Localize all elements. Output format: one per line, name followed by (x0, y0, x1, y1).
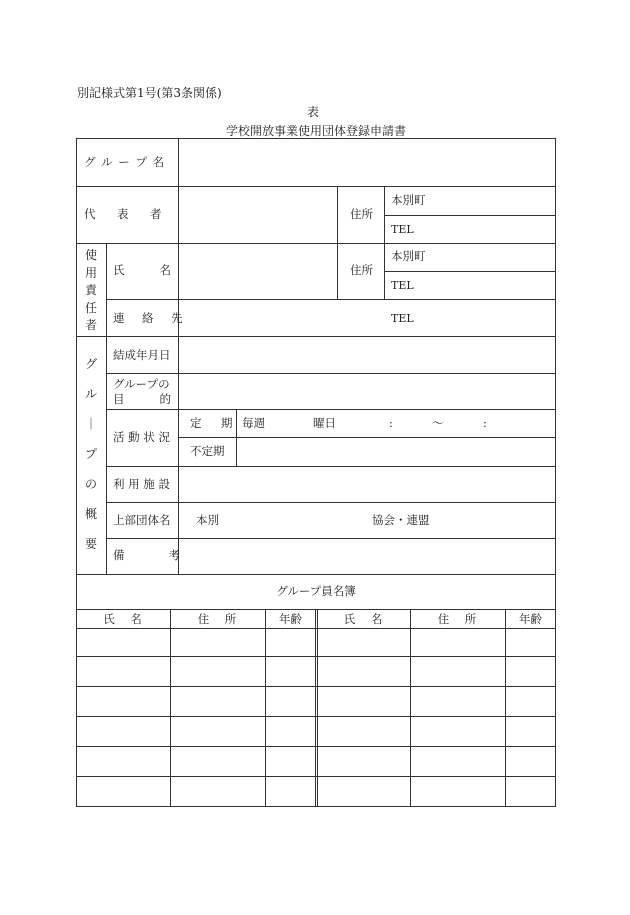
representative-label: 代 表 者 (84, 207, 167, 221)
purpose-label-line1: グループの (113, 377, 170, 391)
member-address-cell[interactable] (411, 687, 505, 716)
user-tel-field[interactable] (420, 272, 555, 299)
representative-address-prefix: 本別町 (391, 193, 426, 207)
representative-name-field[interactable] (179, 187, 337, 243)
member-age-cell[interactable] (266, 687, 315, 716)
member-name-cell[interactable] (77, 717, 170, 746)
parent-org-prefix: 本別 (196, 513, 219, 527)
member-address-cell[interactable] (411, 747, 505, 776)
document-title: 学校開放事業使用団体登録申請書 (226, 124, 407, 138)
member-name-cell[interactable] (77, 629, 170, 658)
column-header-address-right: 住 所 (437, 612, 479, 626)
representative-address-label: 住所 (350, 207, 373, 221)
member-address-cell[interactable] (411, 629, 505, 658)
user-name-label: 氏 名 (113, 263, 175, 277)
column-header-name-left: 氏 名 (103, 612, 144, 626)
time-tilde: ～ (432, 416, 444, 430)
member-age-cell[interactable] (506, 687, 555, 716)
member-address-cell[interactable] (171, 657, 265, 686)
user-name-field[interactable] (179, 244, 337, 299)
member-address-cell[interactable] (171, 717, 265, 746)
user-address-label: 住所 (350, 263, 373, 277)
member-name-cell[interactable] (318, 657, 410, 686)
formed-date-label: 結成年月日 (113, 348, 171, 362)
time-colon-start: : (389, 416, 393, 430)
user-address-prefix: 本別町 (391, 249, 426, 263)
group-name-label: グ ル ー プ 名 (84, 155, 166, 169)
purpose-field[interactable] (179, 374, 555, 409)
every-week-label: 毎週 (242, 416, 265, 430)
remarks-label: 備 考 (113, 548, 187, 562)
facility-label: 利 用 施 設 (113, 477, 170, 491)
group-name-field[interactable] (179, 139, 555, 186)
weekday-label: 曜日 (313, 416, 336, 430)
member-age-cell[interactable] (506, 657, 555, 686)
formed-date-field[interactable] (179, 337, 555, 373)
member-name-cell[interactable] (318, 717, 410, 746)
parent-org-suffix: 協会・連盟 (372, 513, 430, 527)
representative-address-field[interactable] (430, 187, 555, 215)
representative-tel-field[interactable] (420, 216, 555, 243)
member-age-cell[interactable] (506, 747, 555, 776)
contact-tel-field[interactable] (420, 300, 555, 336)
member-age-cell[interactable] (266, 747, 315, 776)
contact-tel-label: TEL (391, 312, 414, 325)
irregular-schedule-field[interactable] (237, 438, 555, 466)
member-address-cell[interactable] (171, 687, 265, 716)
member-name-cell[interactable] (318, 629, 410, 658)
member-name-cell[interactable] (77, 747, 170, 776)
member-name-cell[interactable] (318, 747, 410, 776)
member-address-cell[interactable] (411, 717, 505, 746)
form-reference: 別記様式第1号(第3条関係) (77, 86, 222, 100)
user-responsible-side-label: 使 用 責 任 者 (84, 248, 97, 332)
regular-label: 定 期 (190, 416, 237, 430)
regular-schedule-field[interactable] (237, 410, 555, 437)
column-header-name-right: 氏 名 (343, 612, 385, 626)
user-address-field[interactable] (430, 244, 555, 271)
parent-org-field[interactable] (222, 503, 367, 538)
member-age-cell[interactable] (266, 657, 315, 686)
member-address-cell[interactable] (171, 747, 265, 776)
member-address-cell[interactable] (171, 629, 265, 658)
member-age-cell[interactable] (266, 777, 315, 806)
member-age-cell[interactable] (266, 629, 315, 658)
column-header-address-left: 住 所 (197, 612, 239, 626)
column-header-age-right: 年齢 (519, 612, 542, 626)
member-address-cell[interactable] (171, 777, 265, 806)
member-age-cell[interactable] (266, 717, 315, 746)
representative-tel-label: TEL (391, 223, 414, 236)
member-name-cell[interactable] (77, 657, 170, 686)
remarks-field[interactable] (179, 539, 555, 574)
member-name-cell[interactable] (77, 687, 170, 716)
purpose-label-line2: 目 的 (113, 392, 175, 406)
irregular-label: 不定期 (190, 444, 225, 458)
table-label: 表 (307, 105, 320, 119)
user-tel-label: TEL (391, 279, 414, 292)
facility-field[interactable] (179, 467, 555, 502)
member-address-cell[interactable] (411, 777, 505, 806)
contact-label: 連 絡 先 (113, 311, 186, 325)
member-name-cell[interactable] (77, 777, 170, 806)
group-overview-side-label: グ ル ｜ プ の 概 要 (84, 357, 97, 551)
member-name-cell[interactable] (318, 777, 410, 806)
member-age-cell[interactable] (506, 777, 555, 806)
member-roster-title: グループ員名簿 (276, 584, 356, 598)
member-age-cell[interactable] (506, 629, 555, 658)
member-address-cell[interactable] (411, 657, 505, 686)
member-age-cell[interactable] (506, 717, 555, 746)
time-colon-end: : (483, 416, 487, 430)
column-header-age-left: 年齢 (279, 612, 302, 626)
member-name-cell[interactable] (318, 687, 410, 716)
parent-org-label: 上部団体名 (113, 513, 171, 527)
activity-status-label: 活 動 状 況 (113, 430, 170, 444)
